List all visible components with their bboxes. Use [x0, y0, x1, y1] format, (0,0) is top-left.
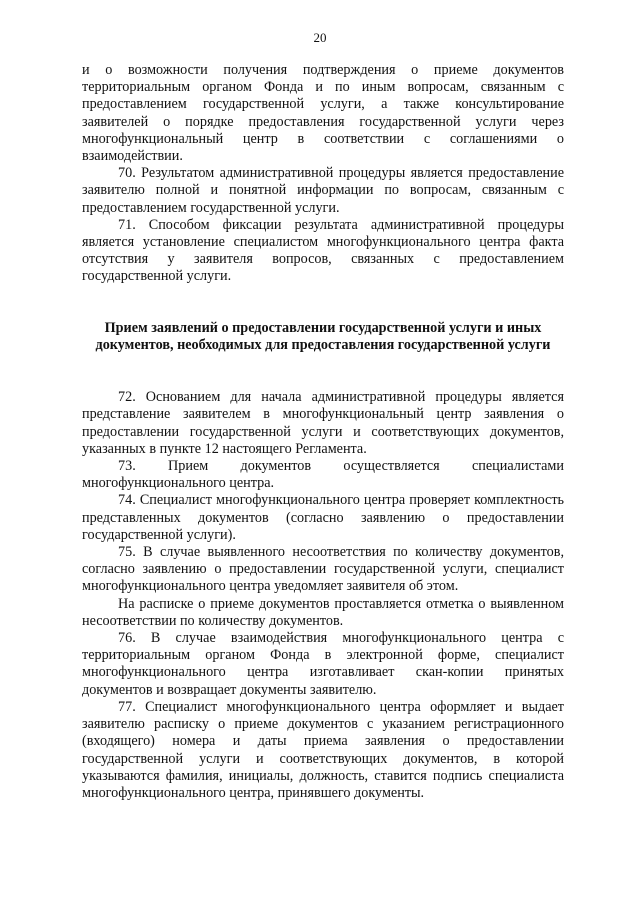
paragraph-75-note: На расписке о приеме документов проставляется отметка о выявленном несоответствии по количеству документов. [82, 595, 564, 629]
paragraph-72: 72. Основанием для начала административной процедуры является представление заявителем в многофункциональный центр заявления о предоставлении государственной услуги и соответствующих документов, указанных в пункте 12 настоящего Регламента. [82, 389, 564, 457]
paragraph-75: 75. В случае выявленного несоответствия по количеству документов, согласно заявлению о предоставлении государственной услуги, специалист многофункционального центра уведомляет заявителя об этом. [82, 544, 564, 595]
paragraph-73: 73. Прием документов осуществляется специалистами многофункционального центра. [82, 458, 564, 492]
section-heading: Прием заявлений о предоставлении государственной услуги и иных документов, необходимых для предоставления государственной услуги [95, 319, 551, 354]
paragraph-70: 70. Результатом административной процедуры является предоставление заявителю полной и понятной информации по вопросам, связанным с предоставлением государственной услуги. [82, 165, 564, 216]
page-content [82, 62, 564, 802]
paragraph-77: 77. Специалист многофункционального центра оформляет и выдает заявителю расписку о приеме документов с указанием регистрационного (входящего) номера и даты приема заявления о предоставлении государственной услуги и соответствующих документов, в которой указываются фамилия, инициалы, должность, ставится подпись специалиста многофункционального центра, принявшего документы. [82, 698, 564, 801]
paragraph-71: 71. Способом фиксации результата административной процедуры является установление специалистом многофункционального центра факта отсутствия у заявителя вопросов, связанных с предоставлением государственной услуги. [82, 216, 564, 285]
page-number: 20 [313, 30, 327, 45]
paragraph-76: 76. В случае взаимодействия многофункционального центра с территориальным органом Фонда в электронной форме, специалист многофункционального центра изготавливает скан-копии принятых документов и возвращает документы заявителю. [82, 630, 564, 698]
paragraph-continuation: и о возможности получения подтверждения о приеме документов территориальным органом Фонда и по иным вопросам, связанным с предоставлением государственной услуги, а также консультирование заявителей о порядке предоставления государственной услуги через многофункциональный центр в соответствии с соглашениями о взаимодействии. [82, 62, 564, 165]
paragraph-74: 74. Специалист многофункционального центра проверяет комплектность представленных документов (согласно заявлению о предоставлении государственной услуги). [82, 492, 564, 543]
